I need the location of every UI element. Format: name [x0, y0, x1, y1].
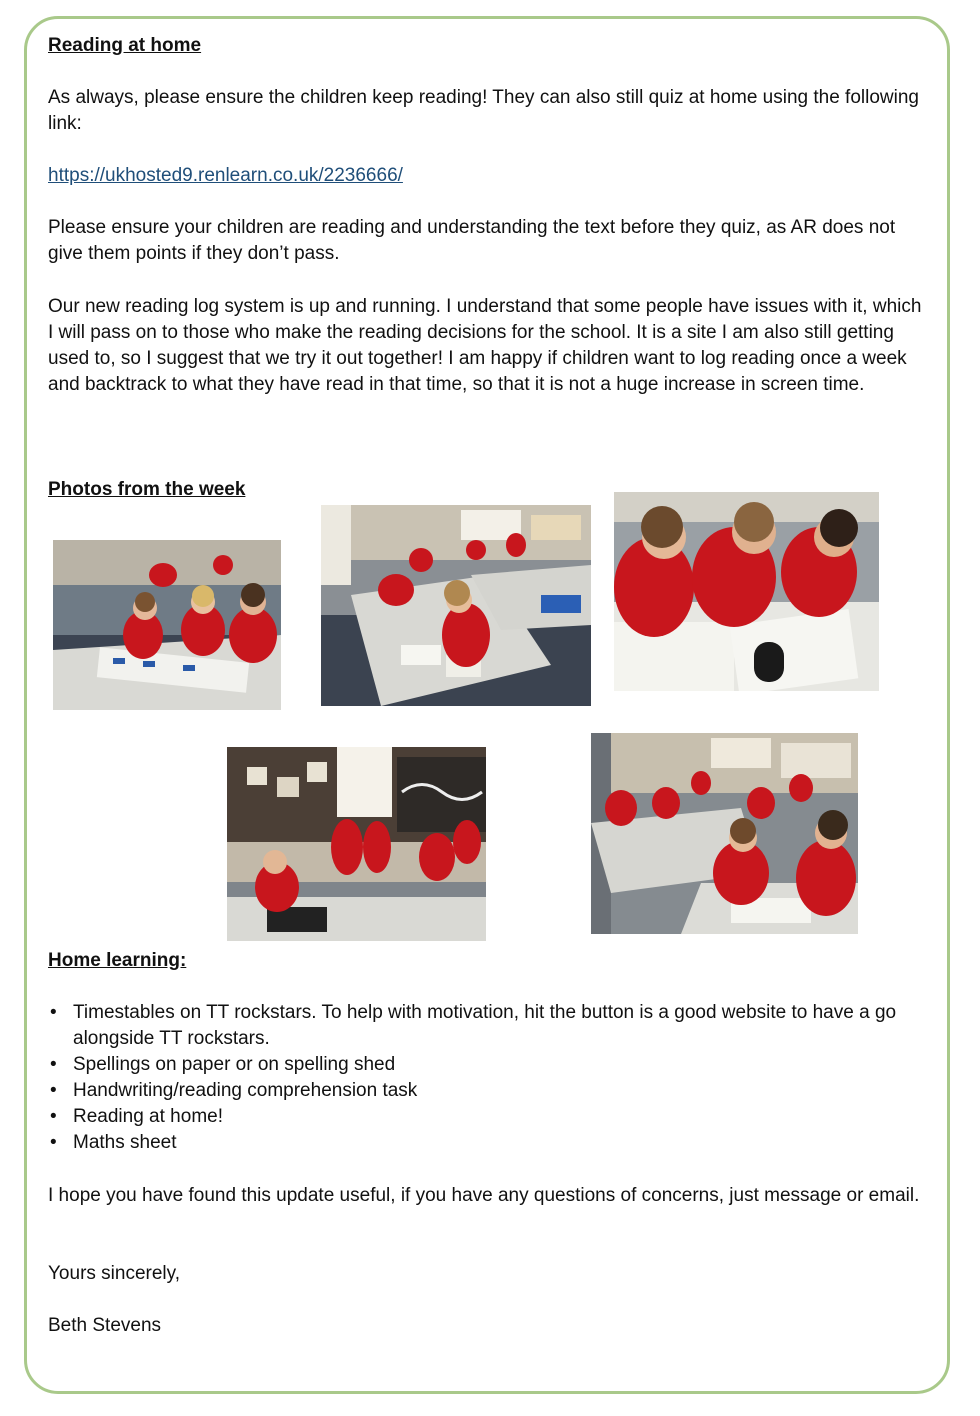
list-item: • Maths sheet: [50, 1132, 177, 1153]
classroom-photo-3: [614, 492, 879, 691]
list-item: • Spellings on paper or on spelling shed: [50, 1054, 396, 1075]
list-item: • Handwriting/reading comprehension task: [50, 1080, 418, 1101]
classroom-photo-1: [53, 540, 281, 710]
list-item: • Reading at home!: [50, 1106, 223, 1127]
closing-message: I hope you have found this update useful, if you have any questions of concerns, just message or email.: [48, 1185, 920, 1206]
classroom-photo-5: [591, 733, 858, 934]
reading-paragraph-3: Our new reading log system is up and running. I understand that some people have issues with it, which I will pass on to those who make the reading decisions for the school. It is a site I am also still getting used to, so I suggest that we try it out together! I am happy if children want to log reading once a week and backtrack to what they have read in that time, so that it is not a huge increase in screen time.: [48, 296, 922, 395]
reading-heading: Reading at home: [48, 35, 202, 56]
home-learning-list: [48, 1000, 928, 1156]
classroom-photo-2: [321, 505, 591, 706]
photos-heading: Photos from the week: [48, 479, 246, 500]
reading-paragraph-2: Please ensure your children are reading and understanding the text before they quiz, as AR does not give them points if they don’t pass.: [48, 217, 896, 264]
quiz-link[interactable]: https://ukhosted9.renlearn.co.uk/2236666/: [48, 165, 403, 186]
list-item: • Timestables on TT rockstars. To help with motivation, hit the button is a good website to have a go alongside TT rockstars.: [50, 1002, 897, 1049]
reading-intro: As always, please ensure the children keep reading! They can also still quiz at home using the following link:: [48, 87, 919, 134]
home-learning-heading: Home learning:: [48, 950, 187, 971]
author-name: Beth Stevens: [48, 1315, 162, 1336]
classroom-photo-4: [227, 747, 486, 941]
signoff: Yours sincerely,: [48, 1263, 181, 1284]
